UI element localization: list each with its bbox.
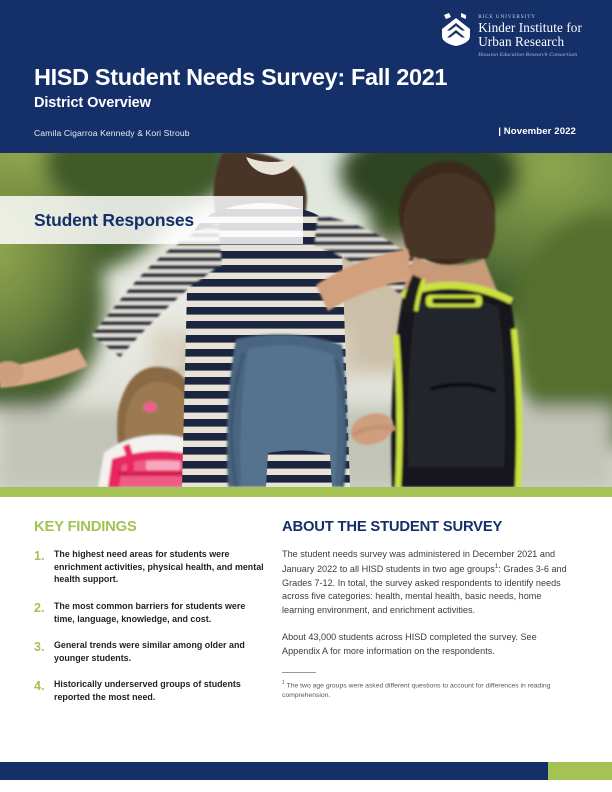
list-item-number: 3.	[34, 640, 45, 655]
about-survey-heading: ABOUT THE STUDENT SURVEY	[282, 519, 503, 535]
report-date: | November 2022	[498, 126, 576, 137]
about-paragraph-1	[282, 548, 574, 618]
about-paragraph-1-part1: The student needs survey was administered in December 2021 and January 2022 to all HISD students in two age groups	[282, 549, 556, 574]
report-title: HISD Student Needs Survey: Fall 2021	[34, 64, 448, 90]
footnote-marker: 1	[282, 679, 285, 686]
footnote-text: The two age groups were asked different questions to account for differences in reading comprehension.	[282, 681, 551, 700]
list-item-text: Historically underserved groups of students reported the most need.	[54, 679, 241, 703]
about-survey-column	[282, 497, 612, 718]
section-banner-label: Student Responses	[34, 209, 194, 230]
logo-university-name: RICE UNIVERSITY	[478, 14, 536, 20]
footnote-divider	[282, 672, 316, 673]
list-item-text: The highest need areas for students were enrichment activities, physical health, and mental health support.	[54, 549, 264, 585]
report-authors: Camila Cigarroa Kennedy & Kori Stroub	[34, 128, 190, 138]
footer-bar-navy-segment	[0, 762, 548, 780]
key-findings-heading: KEY FINDINGS	[34, 519, 137, 535]
about-paragraph-1-part2: : Grades 3-6 and Grades 7-12. In total, the survey asked respondents to identify needs across five categories: health, mental health, basic needs, home learning environment, and enrichment activities.	[282, 563, 567, 616]
logo-institute-line1: Kinder Institute for	[478, 20, 582, 36]
logo-consortium-name: Houston Education Research Consortium	[478, 52, 578, 59]
key-findings-column	[0, 497, 282, 718]
list-item	[34, 678, 268, 703]
list-item-number: 1.	[34, 549, 45, 563]
list-item	[34, 548, 268, 586]
list-item-text: The most common barriers for students were time, language, knowledge, and cost.	[54, 600, 246, 624]
kinder-institute-logo	[441, 12, 582, 58]
list-item-number: 4.	[34, 679, 45, 694]
rice-shield-icon	[441, 12, 471, 46]
list-item-number: 2.	[34, 600, 45, 615]
list-item	[34, 600, 268, 625]
document-header	[0, 0, 612, 153]
footer-bar-green-segment	[548, 762, 612, 780]
hero-photo	[0, 153, 612, 487]
report-subtitle: District Overview	[34, 95, 151, 111]
list-item	[34, 639, 268, 664]
logo-wordmark	[478, 12, 582, 58]
footnote	[282, 680, 574, 702]
footnote-reference: 1	[494, 562, 499, 570]
green-divider	[0, 487, 612, 497]
about-paragraph-2: About 43,000 students across HISD completed the survey. See Appendix A for more information on the respondents.	[282, 632, 537, 656]
section-banner	[0, 196, 303, 244]
footer-bar	[0, 762, 612, 780]
logo-institute-line2: Urban Research	[478, 34, 565, 50]
list-item-text: General trends were similar among older and younger students.	[54, 640, 245, 663]
content-area	[0, 497, 612, 718]
